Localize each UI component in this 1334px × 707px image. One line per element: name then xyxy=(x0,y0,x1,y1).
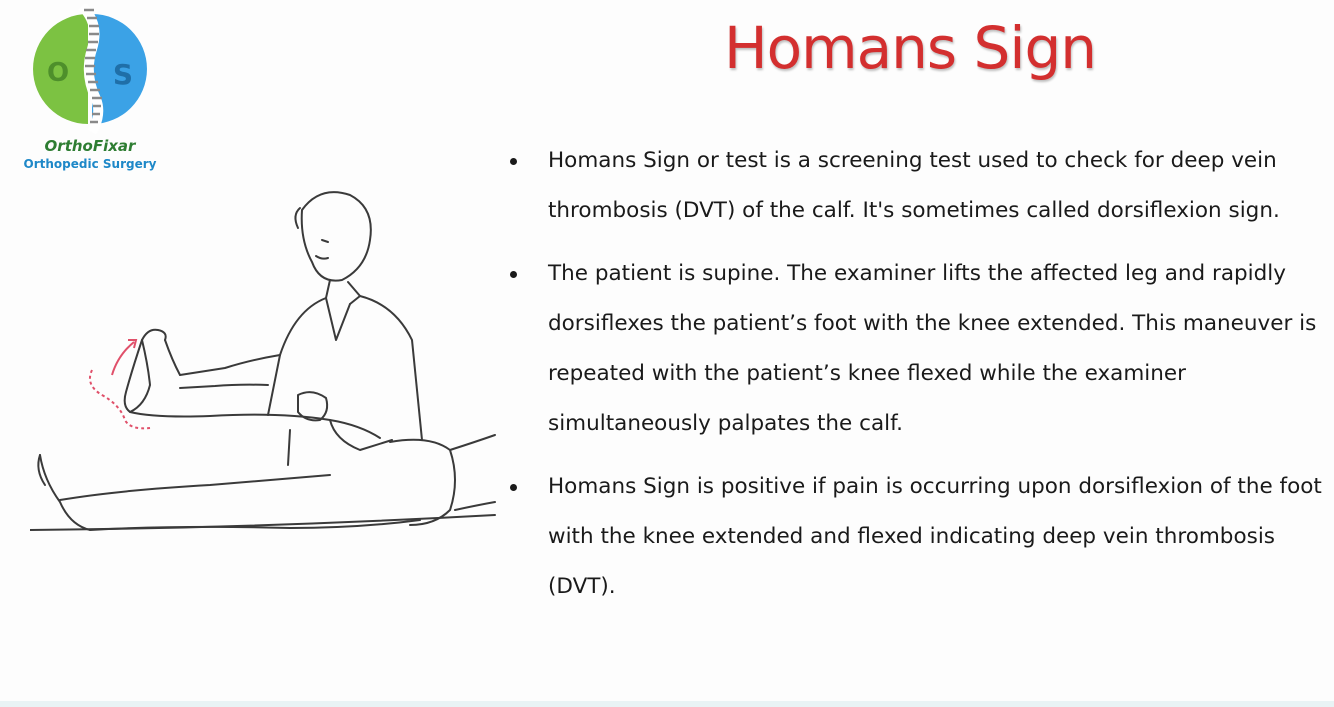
svg-text:O: O xyxy=(46,58,70,88)
bullet-text: Homans Sign is positive if pain is occurring upon dorsiflexion of the foot with the knee extended and flexed indicating deep vein thrombosis (DVT). xyxy=(548,474,1322,599)
logo-subtitle: Orthopedic Surgery xyxy=(23,157,157,171)
bullet-item xyxy=(508,249,1323,449)
homans-test-drawing-icon xyxy=(30,180,500,560)
svg-text:S: S xyxy=(112,58,134,91)
bullet-dot-icon xyxy=(510,271,517,278)
bottom-band xyxy=(0,701,1334,707)
bullet-text: The patient is supine. The examiner lifts the affected leg and rapidly dorsiflexes the patient’s foot with the knee extended. This maneuver is repeated with the patient’s knee flexed while the examiner simultaneously palpates the calf. xyxy=(548,261,1317,436)
slide-title: Homans Sign xyxy=(723,14,1097,82)
bullet-dot-icon xyxy=(510,158,517,165)
bullet-dot-icon xyxy=(510,484,517,491)
bullet-text: Homans Sign or test is a screening test used to check for deep vein thrombosis (DVT) of the calf. It's sometimes called dorsiflexion sign. xyxy=(548,148,1280,223)
bullet-list xyxy=(508,136,1323,625)
orthofixar-logo xyxy=(22,4,162,174)
bullet-item xyxy=(508,136,1323,236)
bullet-item xyxy=(508,462,1323,612)
spine-logo-icon xyxy=(30,4,150,134)
logo-name: OrthoFixar xyxy=(44,137,136,155)
